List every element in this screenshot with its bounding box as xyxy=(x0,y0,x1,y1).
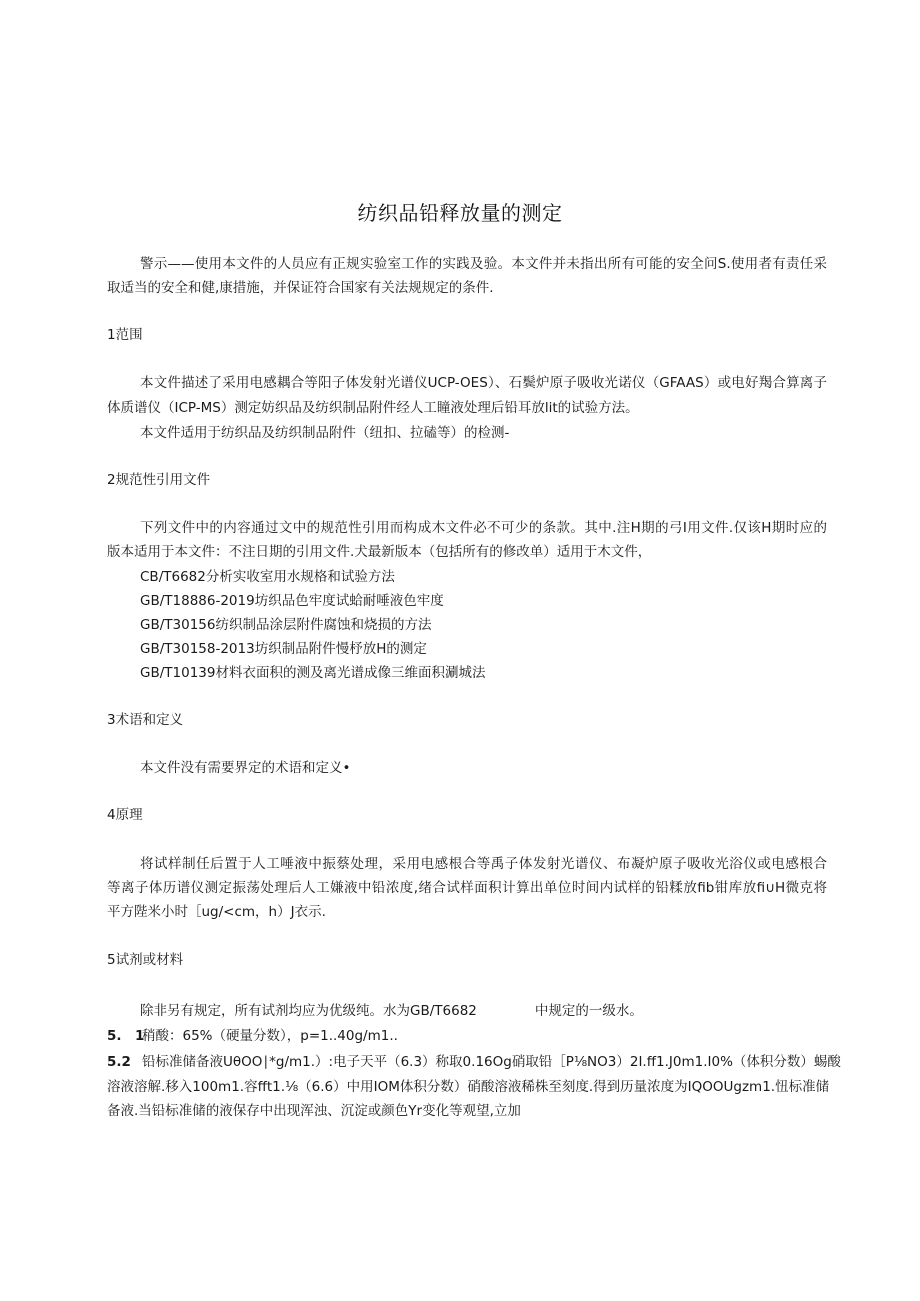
normative-reference: GB/T18886-2019坊织品色牢度试蛤耐唾液色牢度 xyxy=(140,593,444,609)
item-5-2-line-1: 铅标准储备液UθOO∣*g/m1.）:电子天平（6.3）称取0.16Og硝取铅［P⅛NO3）2I.ff1.J0m1.I0%（体积分数）蜴酸 xyxy=(142,1054,841,1070)
normative-reference: GB/T10139材料衣面积的测及离光谱成像三维面积涮城法 xyxy=(140,665,486,681)
section-2-paragraph-line-1: 下列文件中的内容通过文中的规范性引用而构成木文件必不可少的条款。其中.注H期的弓I用文件.仅该H期时应的 xyxy=(140,520,827,536)
normative-reference: CB/T6682分析实收室用水规格和试验方法 xyxy=(140,569,395,585)
item-5-1-number: 5. 1 xyxy=(107,1028,145,1044)
normative-reference: GB/T30158-2013坊织制品附件慢杼放H的测定 xyxy=(140,641,427,657)
item-5-2-number: 5.2 xyxy=(107,1054,131,1070)
section-4-heading: 4原理 xyxy=(107,807,143,823)
section-4-paragraph-line-1: 将试样制任后置于人工唾液中振蔡处理，采用电感根合等禹子体发射光谱仪、布凝炉原子吸收光浴仪或电感根合 xyxy=(140,856,827,872)
section-1-heading: 1范围 xyxy=(107,327,143,343)
item-5-2-line-2: 溶液溶解.移入100m1.容fft1.⅛（6.6）中用IOM体积分数）硝酸溶液稀株至刻度.得到历量浓度为IQOOUgzm1.忸标准储 xyxy=(107,1079,830,1095)
section-4-paragraph-line-2: 等离子体历谱仪测定振荡处理后人工嫌液中铅浓度,绪合试样面积计算出单位时间内试样的铅糅放fib钳库放fi∪H微克将 xyxy=(107,880,827,896)
section-1-paragraph-1-line-2: 体质谱仪（ICP-MS）测定妨织品及纺织制品附件经人工瞳液处理后铅耳放lit的试验方法。 xyxy=(107,400,639,416)
section-1-paragraph-1-line-1: 本文件描述了采用电感耦合等阳子体发射光谱仪UCP-OES）、石鬓炉原子吸收光诺仪（GFAAS）或电好羯合算离子 xyxy=(140,375,827,391)
section-5-intro xyxy=(140,1001,643,1021)
warning-line-2: 取适当的安全和健,康措施，并保证符合国家有关法规规定的条件. xyxy=(107,280,494,296)
section-2-paragraph-line-2: 版本适用于本文件：不注日期的引用文件.犬最新版本（包括所有的修改单）适用于木文件， xyxy=(107,544,652,560)
normative-reference: GB/T30156纺织制品涂层附件腐蚀和烧损的方法 xyxy=(140,617,432,633)
warning-line-1: 警示——使用本文件的人员应有正规实验室工作的实践及验。本文件并未指出所有可能的安全问S.使用者有责任采 xyxy=(140,256,827,272)
document-title: 纺织品铅释放量的测定 xyxy=(357,201,563,225)
section-2-heading: 2规范性引用文件 xyxy=(107,472,211,488)
section-5-intro-part-1: 除非另有规定，所有试剂均应为优级纯。水为GB/T6682 xyxy=(140,1003,477,1019)
section-5-heading: 5试剂或材料 xyxy=(107,952,184,968)
section-5-intro-part-2: 中规定的一级水。 xyxy=(534,1003,643,1019)
section-1-paragraph-2: 本文件适用于纺织品及纺织制品附件（纽扣、拉磕等）的检测- xyxy=(140,425,510,441)
section-3-paragraph: 本文件没有需要界定的术语和定义• xyxy=(140,760,351,776)
item-5-2-line-3: 备液.当铅标准储的液保存中出现浑浊、沉淀或颜色Yr变化等观望,立加 xyxy=(107,1103,521,1119)
section-3-heading: 3术语和定义 xyxy=(107,712,184,728)
section-4-paragraph-line-3: 平方陛米小时［ug/<cm，h）J衣示. xyxy=(107,904,326,920)
item-5-1-text: 稍酸：65%（硬量分数），p=1..40g/m1.. xyxy=(142,1028,398,1044)
